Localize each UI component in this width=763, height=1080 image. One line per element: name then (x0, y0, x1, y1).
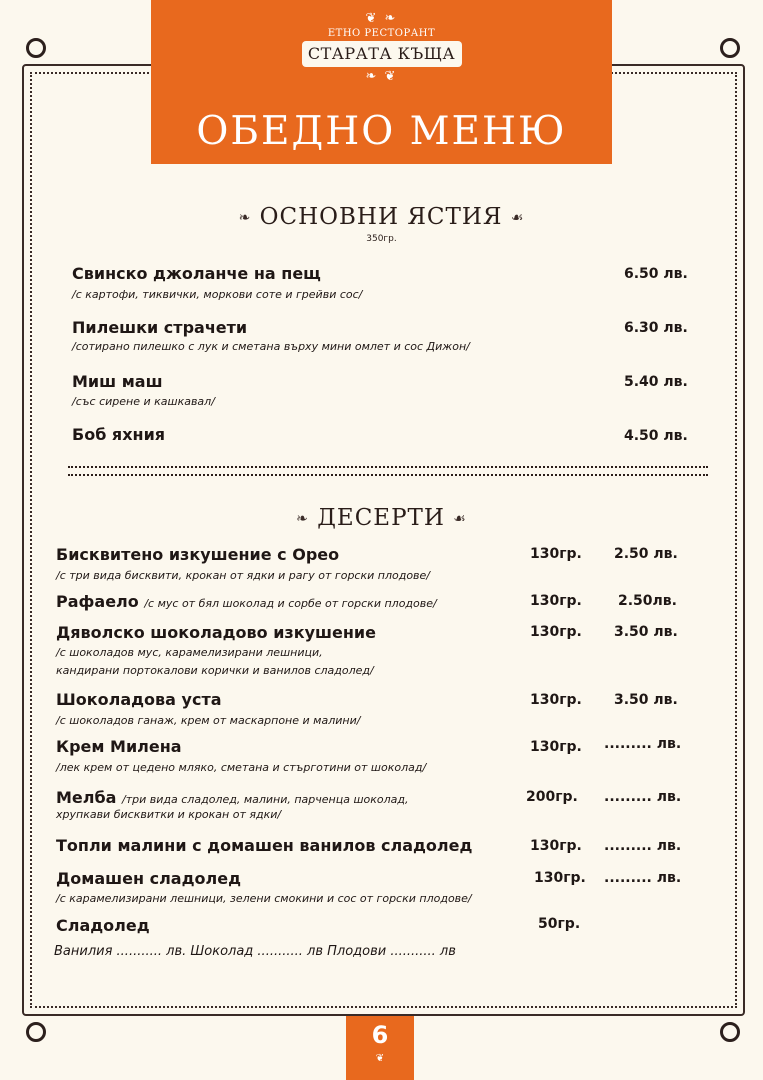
dessert-item-weight: 200гр. (526, 789, 578, 805)
dessert-item-weight: 130гр. (530, 593, 582, 609)
main-item-price: 5.40 лв. (624, 374, 688, 390)
dessert-item-price: ......... лв. (604, 870, 682, 886)
dessert-item-name: Топли малини с домашен ванилов сладолед (56, 836, 473, 855)
ice-cream-flavours: Ванилия ........... лв. Шоколад ........... лв Плодови ........... лв (54, 944, 456, 959)
dessert-item-desc: /с мус от бял шоколад и сорбе от горски плодове/ (144, 597, 437, 610)
main-item-price: 6.50 лв. (624, 266, 688, 282)
main-item-name: Миш маш (72, 372, 163, 391)
main-item-name: Свинско джоланче на пещ (72, 264, 321, 283)
dessert-item-price: 2.50лв. (618, 593, 677, 609)
section-divider (68, 466, 708, 468)
dessert-item-weight: 50гр. (538, 916, 581, 932)
dessert-item-price: 2.50 лв. (614, 546, 678, 562)
logo-subtitle: ЕТНО РЕСТОРАНТ (327, 28, 436, 39)
header-banner (151, 0, 612, 164)
dessert-item-price: 3.50 лв. (614, 692, 678, 708)
main-item-desc: /сотирано пилешко с лук и сметана върху мини омлет и сос Дижон/ (72, 340, 470, 353)
dessert-item-name-text: Рафаело (56, 592, 139, 611)
flourish-icon: ❦ ❧ (365, 11, 398, 26)
dessert-item-desc: /с карамелизирани лешници, зелени смокини и сос от горски плодове/ (56, 892, 472, 905)
main-dishes-title-text: ОСНОВНИ ЯСТИЯ (259, 204, 503, 230)
desserts-title (0, 505, 763, 531)
dessert-item-name (56, 788, 409, 807)
desserts-title-text: ДЕСЕРТИ (317, 505, 445, 531)
dessert-item-price: ......... лв. (604, 789, 682, 805)
corner-ornament-tr (720, 38, 740, 58)
dessert-item-name: Сладолед (56, 916, 150, 935)
section-divider (68, 474, 708, 476)
page-number-text: 6 (371, 1021, 389, 1049)
dessert-item-desc: /лек крем от цедено мляко, сметана и стърготини от шоколад/ (56, 761, 427, 774)
dessert-item-desc: /три вида сладолед, малини, парченца шоколад, (122, 793, 409, 806)
dessert-item-weight: 130гр. (530, 692, 582, 708)
dessert-item-desc: кандирани портокалови корички и ванилов сладолед/ (56, 664, 374, 677)
dessert-item-desc: хрупкави бисквитки и крокан от ядки/ (56, 808, 282, 821)
dessert-item-name-text: Мелба (56, 788, 117, 807)
dessert-item-desc: /с шоколадов мус, карамелизирани лешници, (56, 646, 323, 659)
logo-name: СТАРАТА КЪЩА (302, 41, 462, 67)
main-item-desc: /със сирене и кашкавал/ (72, 395, 215, 408)
corner-ornament-br (720, 1022, 740, 1042)
dessert-item-weight: 130гр. (530, 546, 582, 562)
main-item-name: Пилешки страчети (72, 318, 248, 337)
ornament-icon: ❧ (238, 210, 252, 226)
ornament-icon: ☙ (453, 511, 467, 527)
dessert-item-price: ......... лв. (604, 736, 682, 752)
flourish-icon: ❧ ❦ (365, 69, 398, 84)
page-number (346, 1016, 414, 1080)
restaurant-logo (298, 12, 465, 104)
main-item-price: 4.50 лв. (624, 428, 688, 444)
main-item-name: Боб яхния (72, 425, 166, 444)
ornament-icon: ☙ (510, 210, 525, 226)
page-title: ОБЕДНО МЕНЮ (196, 109, 567, 154)
corner-ornament-tl (26, 38, 46, 58)
dessert-item-name: Дяволско шоколадово изкушение (56, 623, 376, 642)
dessert-item-name (56, 592, 437, 611)
main-weight-note: 350гр. (366, 234, 397, 244)
dessert-item-weight: 130гр. (530, 624, 582, 640)
dessert-item-weight: 130гр. (530, 739, 582, 755)
ornament-icon: ❧ (296, 511, 309, 527)
dessert-item-name: Шоколадова уста (56, 690, 222, 709)
dessert-item-name: Домашен сладолед (56, 869, 241, 888)
ornament-icon: ❦ (375, 1053, 385, 1064)
dessert-item-price: 3.50 лв. (614, 624, 678, 640)
dessert-item-desc: /с три вида бисквити, крокан от ядки и рагу от горски плодове/ (56, 569, 431, 582)
main-dishes-title (0, 204, 763, 230)
dessert-item-name: Бисквитено изкушение с Орео (56, 545, 340, 564)
dessert-item-price: ......... лв. (604, 838, 682, 854)
main-item-price: 6.30 лв. (624, 320, 688, 336)
dessert-item-weight: 130гр. (530, 838, 582, 854)
corner-ornament-bl (26, 1022, 46, 1042)
main-item-desc: /с картофи, тиквички, моркови соте и грейви сос/ (72, 288, 363, 301)
dessert-item-desc: /с шоколадов ганаж, крем от маскарпоне и малини/ (56, 714, 361, 727)
dessert-item-weight: 130гр. (534, 870, 586, 886)
dessert-item-name: Крем Милена (56, 737, 182, 756)
